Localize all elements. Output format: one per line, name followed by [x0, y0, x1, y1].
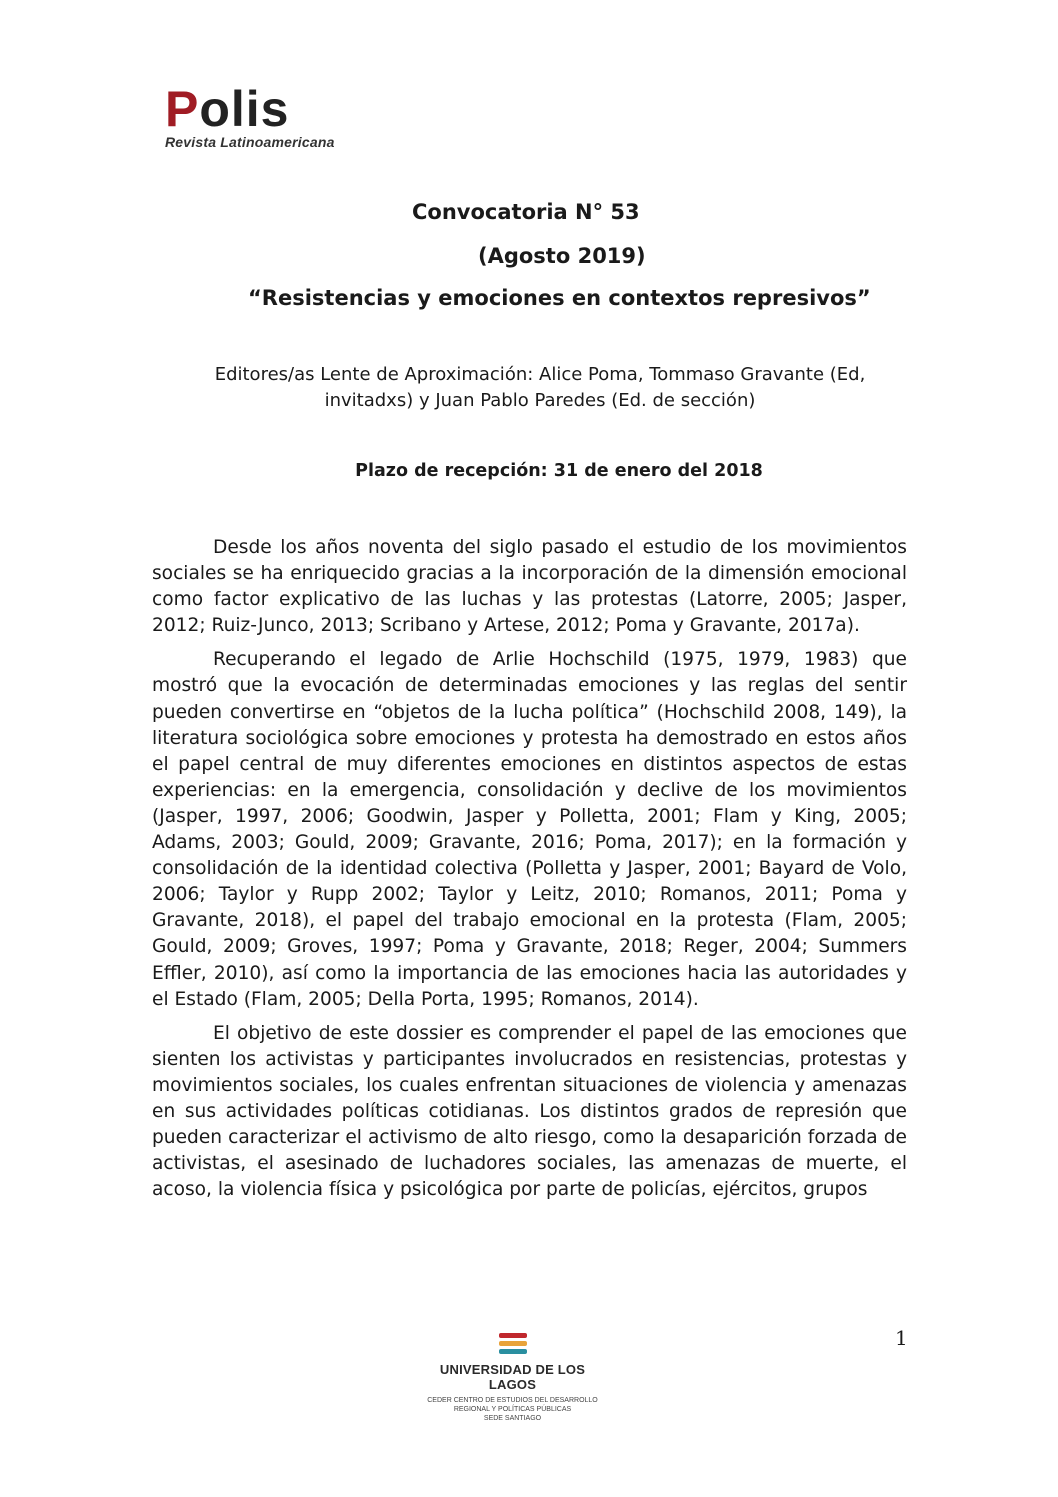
flag-stripe-red [499, 1333, 527, 1338]
title-line-1: Convocatoria N° 53 [412, 200, 640, 224]
paragraph-3: El objetivo de este dossier es comprender el papel de las emociones que sienten los activistas y participantes involucrados en resistencias, protestas y movimientos sociales, los cuales enfrentan situaciones de violencia y amenazas en sus actividades políticas cotidianas. Los distintos grados de represión que pueden caracterizar el activismo de alto riesgo, como la desaparición forzada de activistas, el asesinado de luchadores sociales, las amenazas de muerte, el acoso, la violencia física y psicológica por parte de policías, ejércitos, grupos [152, 1022, 907, 1201]
university-subtitle [420, 1396, 605, 1423]
paragraph-1: Desde los años noventa del siglo pasado el estudio de los movimientos sociales se ha enriquecido gracias a la incorporación de la dimensión emocional como factor explicativo de las luchas y las protestas (Latorre, 2005; Jasper, 2012; Ruiz-Junco, 2013; Scribano y Artese, 2012; Poma y Gravante, 2017a). [152, 537, 907, 637]
deadline [0, 461, 1058, 481]
paragraph-2: Recuperando el legado de Arlie Hochschild (1975, 1979, 1983) que mostró que la evocación de determinadas emociones y las reglas del sentir pueden convertirse en “objetos de la lucha política” (Hochschild 2008, 149), la literatura sociológica sobre emociones y protesta ha demostrado en estos años el papel central de muy diferentes emociones en distintos aspectos de estas experiencias: en la emergencia, consolidación y declive de los movimientos (Jasper, 1997, 2006; Goodwin, Jasper y Polletta, 2001; Flam y King, 2005; Adams, 2003; Gould, 2009; Gravante, 2016; Poma, 2017); en la formación y consolidación de la identidad colectiva (Polletta y Jasper, 2001; Bayard de Volo, 2006; Taylor y Rupp 2002; Taylor y Leitz, 2010; Romanos, 2011; Poma y Gravante, 2018), el papel del trabajo emocional en la protesta (Flam, 2005; Gould, 2009; Groves, 1997; Poma y Gravante, 2018; Reger, 2004; Summers Effler, 2010), así como la importancia de las emociones hacia las autoridades y el Estado (Flam, 2005; Della Porta, 1995; Romanos, 2014). [152, 649, 907, 1010]
page-number: 1 [895, 1326, 908, 1350]
flag-stripe-yellow [499, 1341, 527, 1346]
logo-initial: P [165, 81, 200, 137]
flag-stripe-teal [499, 1349, 527, 1354]
logo-wordmark [165, 81, 335, 137]
university-subtitle-line-3: SEDE SANTIAGO [483, 1415, 542, 1422]
university-logo [420, 1330, 605, 1423]
university-subtitle-line-1: CEDER CENTRO DE ESTUDIOS DEL DESARROLLO [427, 1397, 598, 1404]
university-name: UNIVERSIDAD DE LOS LAGOS [439, 1362, 586, 1392]
logo-subtitle: Revista Latinoamericana [165, 134, 335, 150]
title-line-2: (Agosto 2019) [478, 244, 646, 268]
polis-logo [165, 81, 335, 150]
flag-icon [499, 1333, 527, 1354]
title-line-3: “Resistencias y emociones en contextos represivos” [248, 286, 871, 310]
body-text [152, 535, 907, 1211]
university-subtitle-line-2: REGIONAL Y POLÍTICAS PÚBLICAS [453, 1406, 572, 1413]
logo-rest: olis [199, 81, 290, 137]
deadline-text: Plazo de recepción: 31 de enero del 2018 [355, 461, 763, 481]
editors-credit: Editores/as Lente de Aproximación: Alice Poma, Tommaso Gravante (Ed, invitadxs) y Juan Pablo Paredes (Ed. de sección) [214, 364, 866, 411]
